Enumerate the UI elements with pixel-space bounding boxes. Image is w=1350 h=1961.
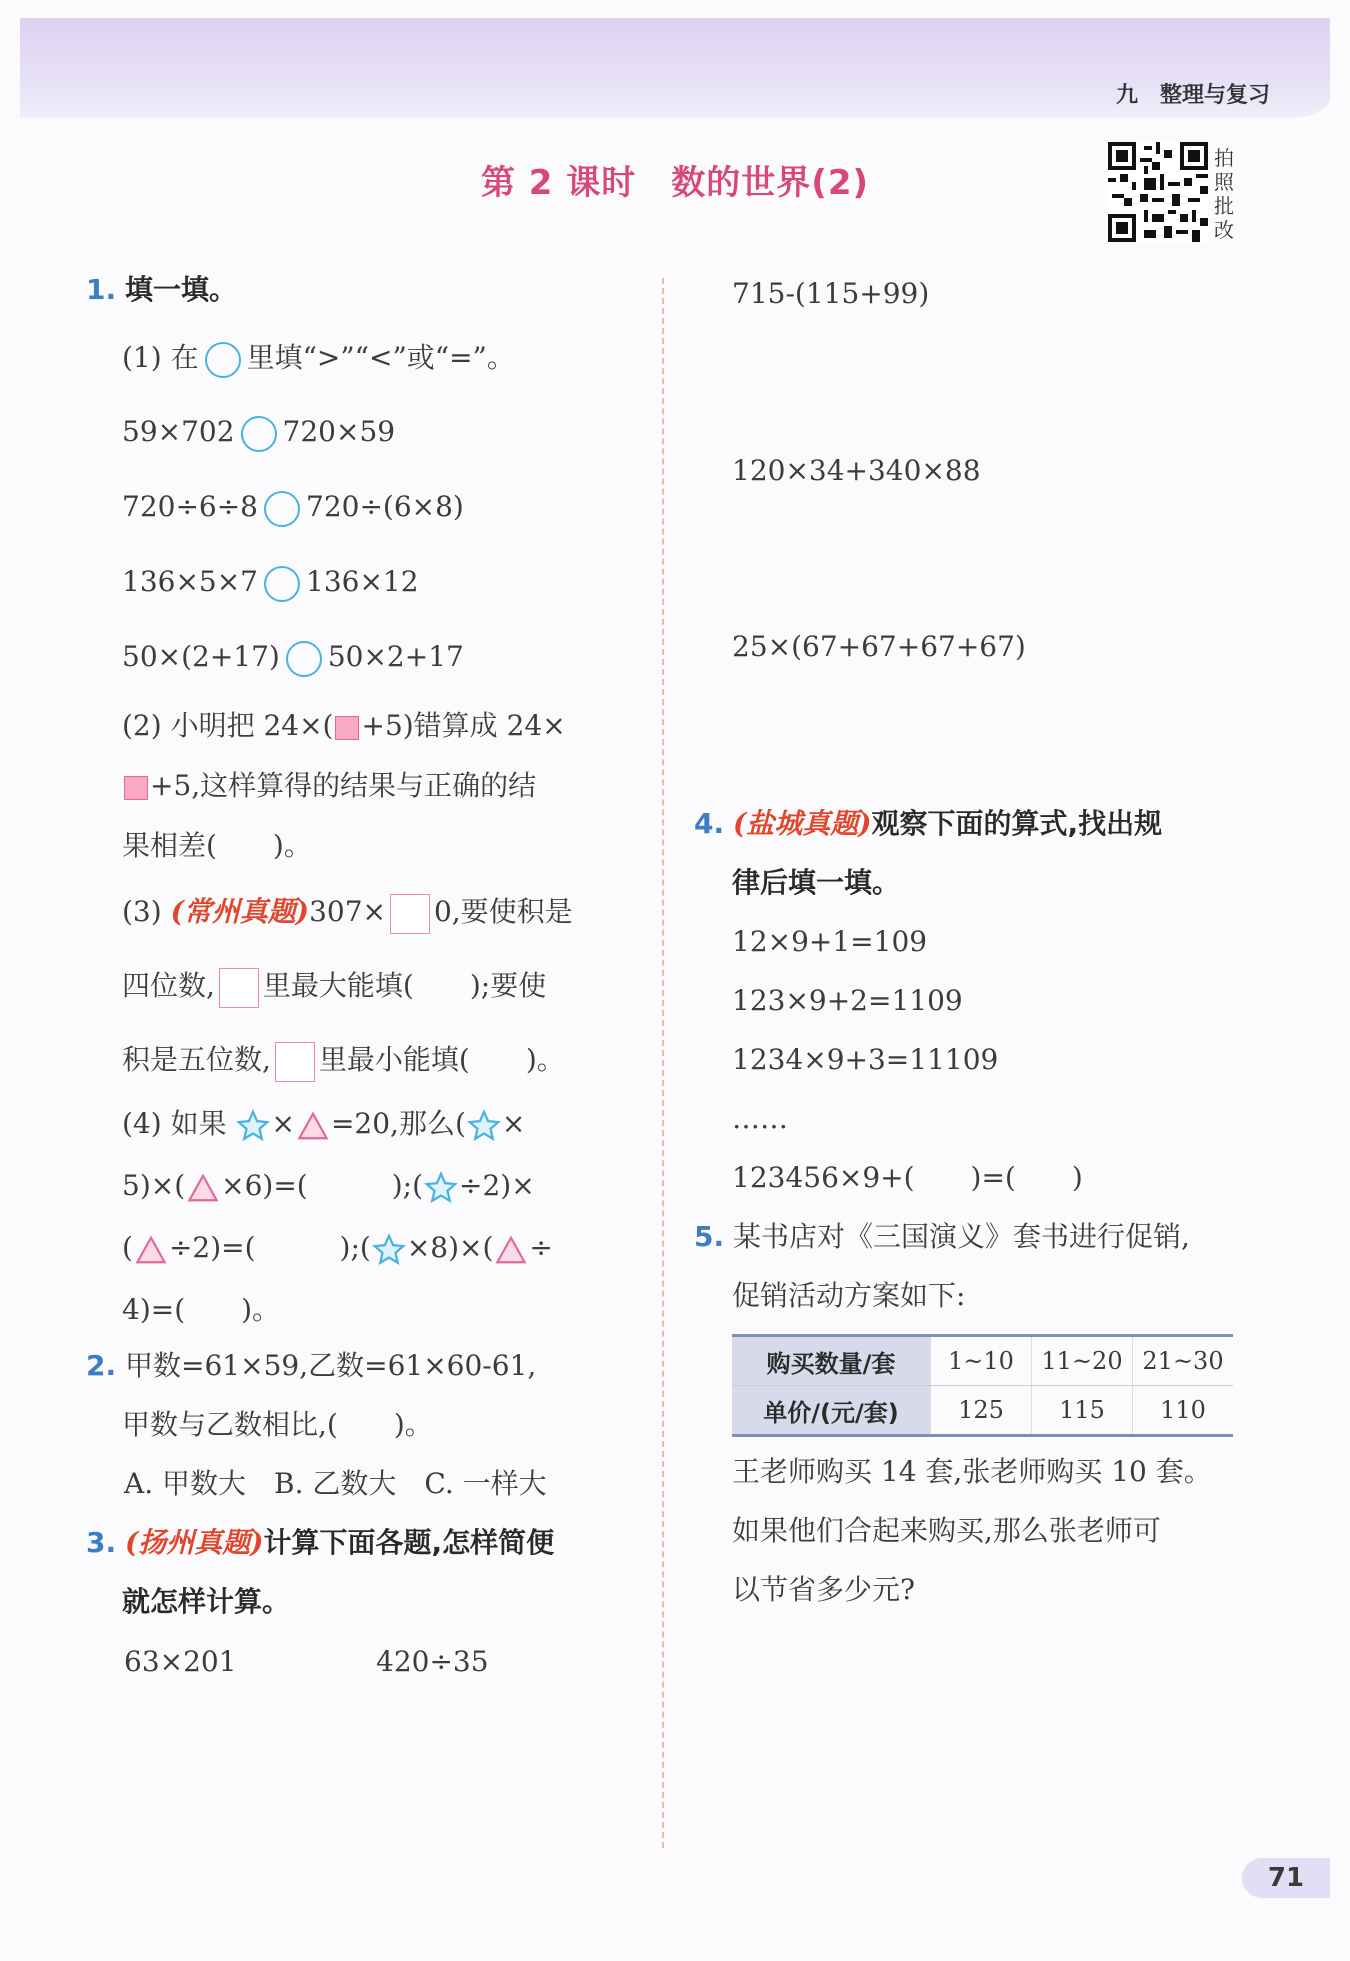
q5-line5: 以节省多少元? — [732, 1573, 916, 1606]
q1-part4-line1 — [122, 1104, 525, 1144]
q4-equation: 1234×9+3=11109 — [732, 1043, 999, 1076]
triangle-icon — [296, 1111, 330, 1141]
text: 307× — [309, 895, 386, 928]
compare-right: 136×12 — [306, 565, 419, 598]
q1-prompt: 填一填。 — [125, 273, 238, 306]
source-tag: (扬州真题) — [125, 1526, 264, 1559]
text: (4) 如果 — [122, 1107, 227, 1140]
q5-line4: 如果他们合起来购买,那么张老师可 — [732, 1514, 1161, 1547]
q4-line2 — [732, 863, 900, 903]
table-header-cell: 单价/(元/套) — [732, 1386, 931, 1436]
star-icon — [236, 1109, 270, 1143]
text: 计算下面各题,怎样简便 — [263, 1526, 555, 1559]
answer-blank[interactable]: ÷2)=( );( — [168, 1231, 371, 1264]
text: 某书店对《三国演义》套书进行促销, — [733, 1220, 1190, 1253]
q4-equation: 12×9+1=109 — [732, 925, 928, 958]
q3-expr: 120×34+340×88 — [732, 454, 981, 487]
q1-part4-line4 — [122, 1290, 280, 1330]
q1-part3-line1 — [122, 892, 573, 934]
text: 甲数=61×59,乙数=61×60-61, — [125, 1349, 537, 1382]
compare-right: 50×2+17 — [327, 640, 464, 673]
q3-line2 — [122, 1582, 290, 1622]
q4-answer-line[interactable]: 123456×9+( )=( ) — [732, 1161, 1083, 1194]
q3-expr: 420÷35 — [376, 1645, 489, 1678]
choice-options[interactable]: A. 甲数大 B. 乙数大 C. 一样大 — [124, 1467, 547, 1500]
text: 就怎样计算。 — [122, 1585, 291, 1618]
q3-number: 3. — [86, 1526, 117, 1559]
text: ÷2)× — [459, 1169, 535, 1202]
compare-left: 136×5×7 — [122, 565, 258, 598]
digit-box[interactable] — [390, 894, 430, 934]
q2-line1 — [86, 1346, 536, 1386]
text: × — [271, 1107, 295, 1140]
text: +5)错算成 24× — [361, 709, 566, 742]
compare-left: 59×702 — [122, 415, 235, 448]
compare-left: 720÷6÷8 — [122, 490, 258, 523]
q5-line2 — [732, 1276, 965, 1316]
q4-number: 4. — [694, 807, 725, 840]
compare-answer-circle[interactable] — [241, 416, 277, 452]
table-row — [732, 1386, 1233, 1436]
page-number: 71 — [1242, 1858, 1330, 1898]
star-icon — [372, 1233, 406, 1267]
source-tag: (常州真题) — [170, 895, 310, 928]
text: ×8)×( — [406, 1231, 494, 1264]
table-cell: 115 — [1032, 1386, 1133, 1436]
unit-label: 九 整理与复习 — [1115, 83, 1270, 108]
qr-code-icon[interactable] — [1108, 142, 1208, 242]
q1-heading — [86, 270, 237, 310]
q4-ellipsis: …… — [732, 1102, 788, 1135]
compare-answer-circle[interactable] — [264, 566, 300, 602]
compare-right: 720÷(6×8) — [306, 490, 464, 523]
q1-part1 — [122, 338, 515, 378]
triangle-icon — [134, 1235, 168, 1265]
star-icon — [424, 1171, 458, 1205]
source-tag: (盐城真题) — [733, 807, 872, 840]
answer-blank[interactable]: 里最大能填( );要使 — [262, 969, 547, 1002]
triangle-icon — [186, 1173, 220, 1203]
answer-blank[interactable]: 里最小能填( )。 — [318, 1043, 565, 1076]
text: (3) — [122, 895, 171, 928]
answer-blank[interactable]: 果相差( )。 — [122, 829, 312, 862]
q1-part1-post: 里填“>”“<”或“=”。 — [246, 341, 515, 374]
q1-number: 1. — [86, 273, 117, 306]
q2-line2 — [122, 1405, 433, 1445]
pink-square-icon — [124, 776, 148, 800]
column-divider — [662, 278, 664, 1848]
q1-part1-pre: (1) 在 — [122, 341, 199, 374]
q3-expr: 63×201 — [124, 1645, 237, 1678]
q1-part2-line1 — [122, 706, 566, 746]
q1-part3-line3 — [122, 1040, 565, 1082]
q5-line3: 王老师购买 14 套,张老师购买 10 套。 — [732, 1455, 1212, 1488]
compare-row — [122, 487, 464, 527]
compare-row — [122, 412, 395, 452]
q1-part4-line3 — [122, 1228, 553, 1268]
text: 律后填一填。 — [732, 866, 901, 899]
digit-box[interactable] — [275, 1042, 315, 1082]
answer-blank[interactable]: 4)=( )。 — [122, 1293, 281, 1326]
q1-part2-line2 — [122, 766, 536, 806]
q2-number: 2. — [86, 1349, 117, 1382]
compare-answer-circle[interactable] — [264, 491, 300, 527]
q1-part4-line2 — [122, 1166, 535, 1206]
compare-left: 50×(2+17) — [122, 640, 280, 673]
q3-expr: 715-(115+99) — [732, 277, 930, 310]
q5-line1 — [694, 1217, 1190, 1257]
text: +5,这样算得的结果与正确的结 — [150, 769, 537, 802]
q1-part2-line3 — [122, 826, 312, 866]
table-cell: 1~10 — [931, 1336, 1032, 1386]
text: 促销活动方案如下: — [732, 1279, 966, 1312]
compare-row — [122, 637, 464, 677]
q5-number: 5. — [694, 1220, 725, 1253]
digit-box[interactable] — [219, 968, 259, 1008]
price-table — [732, 1334, 1233, 1437]
table-row — [732, 1336, 1233, 1386]
compare-row — [122, 562, 419, 602]
circle-blank — [205, 342, 241, 378]
text: 观察下面的算式,找出规 — [871, 807, 1163, 840]
answer-blank[interactable]: ×6)=( );( — [221, 1169, 423, 1202]
text: ( — [122, 1231, 133, 1264]
q3-line1 — [86, 1523, 554, 1563]
text: × — [501, 1107, 526, 1140]
q3-expr: 25×(67+67+67+67) — [732, 630, 1026, 663]
q1-part3-line2 — [122, 966, 546, 1008]
price-table-wrap — [732, 1334, 1233, 1437]
star-icon — [467, 1109, 501, 1143]
table-cell: 125 — [931, 1386, 1032, 1436]
table-cell: 110 — [1133, 1386, 1234, 1436]
answer-blank[interactable]: 甲数与乙数相比,( )。 — [122, 1408, 433, 1441]
qr-label: 拍照批改 — [1214, 146, 1234, 242]
table-cell: 11~20 — [1032, 1336, 1133, 1386]
text: 0,要使积是 — [433, 895, 573, 928]
text: ÷ — [529, 1231, 553, 1264]
q2-options — [124, 1464, 547, 1504]
q4-line1 — [694, 804, 1162, 844]
text: =20,那么( — [330, 1107, 466, 1140]
compare-right: 720×59 — [282, 415, 396, 448]
text: 积是五位数, — [122, 1043, 271, 1076]
lesson-title: 第 2 课时 数的世界(2) — [480, 163, 870, 203]
text: (2) 小明把 24×( — [122, 709, 334, 742]
text: 四位数, — [122, 969, 215, 1002]
table-cell: 21~30 — [1133, 1336, 1234, 1386]
triangle-icon — [494, 1235, 528, 1265]
text: 5)×( — [122, 1169, 186, 1202]
table-header-cell: 购买数量/套 — [732, 1336, 931, 1386]
pink-square-icon — [335, 716, 359, 740]
q4-equation: 123×9+2=1109 — [732, 984, 963, 1017]
compare-answer-circle[interactable] — [286, 641, 322, 677]
